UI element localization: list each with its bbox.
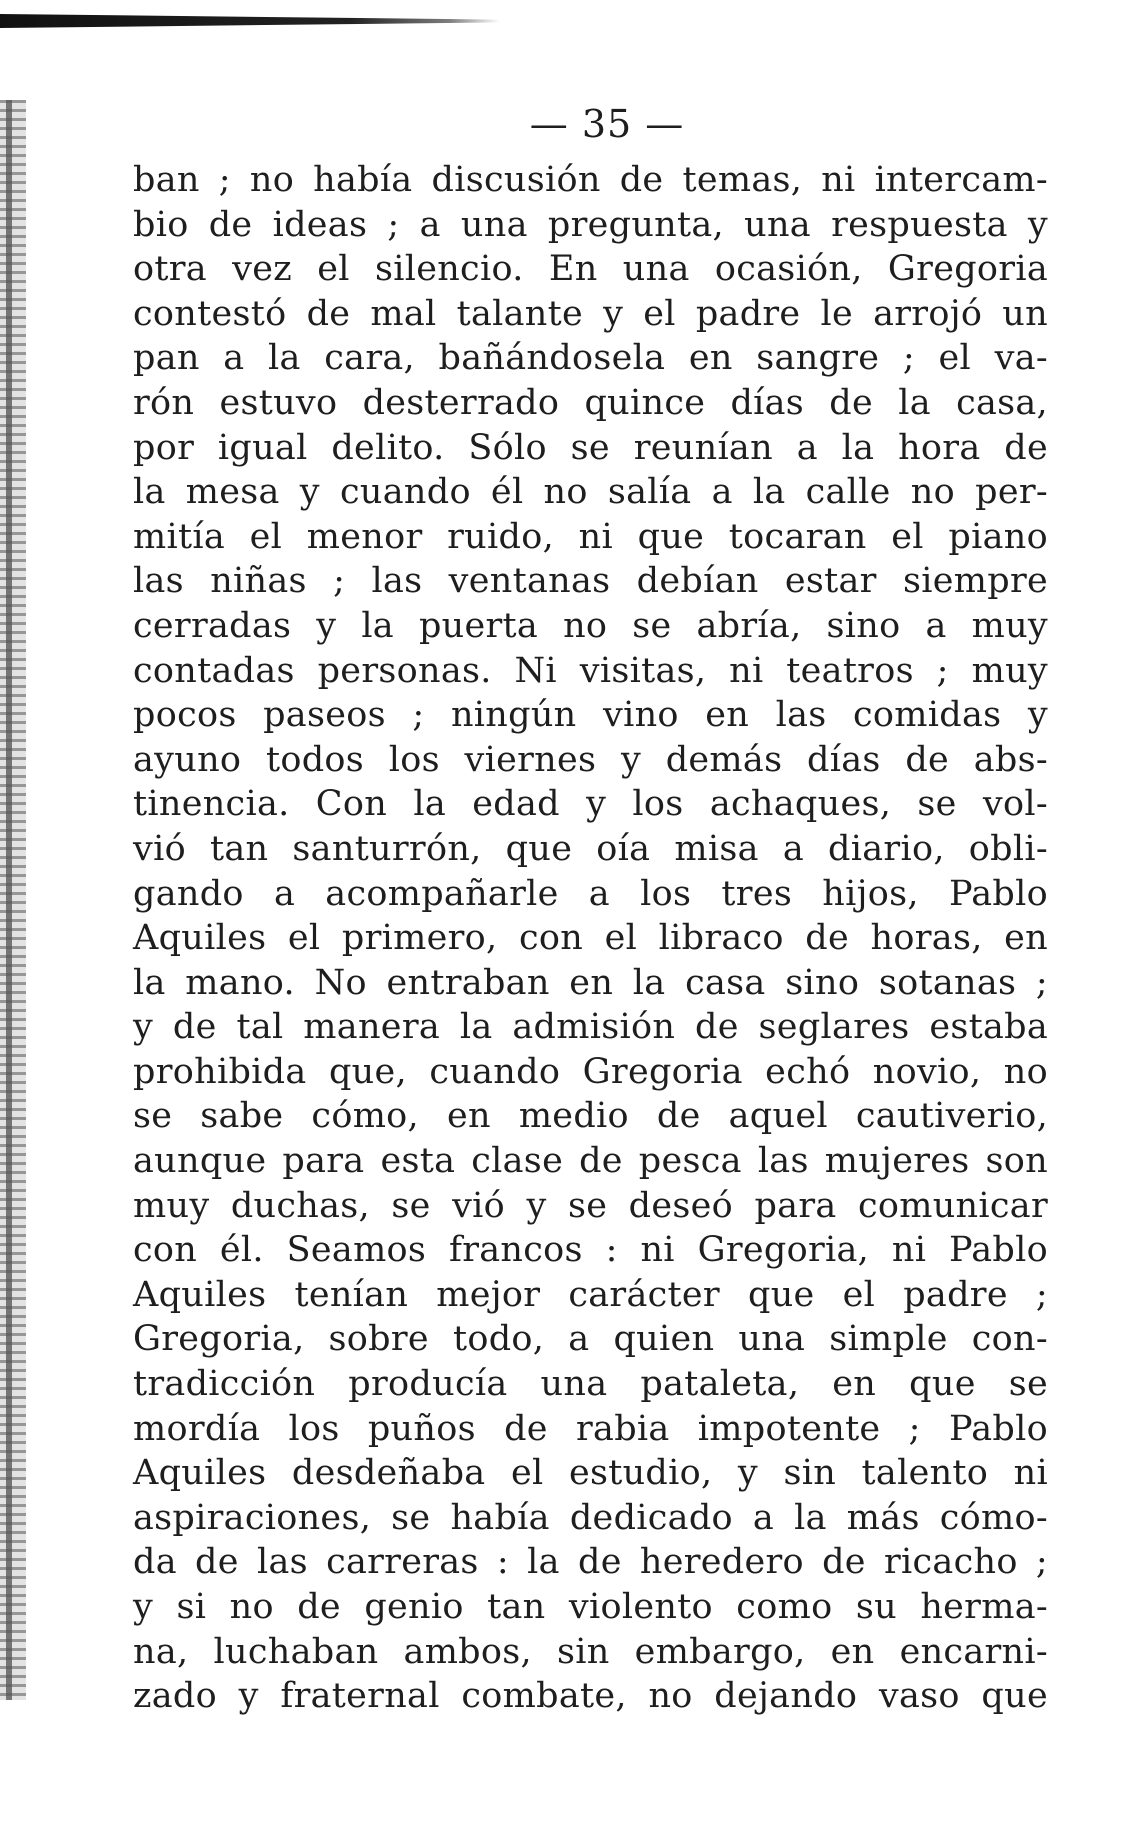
text-line: tinencia. Con la edad y los achaques, se vol- bbox=[133, 784, 1048, 825]
text-line: aspiraciones, se había dedicado a la más cómo- bbox=[133, 1497, 1048, 1538]
text-line: mitía el menor ruido, ni que tocaran el piano bbox=[133, 516, 1048, 557]
text-line: la mesa y cuando él no salía a la calle no per- bbox=[133, 472, 1048, 513]
text-line: pan a la cara, bañándosela en sangre ; el va- bbox=[133, 338, 1048, 379]
text-line: gando a acompañarle a los tres hijos, Pablo bbox=[133, 873, 1048, 914]
text-line: bio de ideas ; a una pregunta, una respuesta y bbox=[133, 204, 1048, 245]
text-line: cerradas y la puerta no se abría, sino a muy bbox=[133, 605, 1048, 646]
text-line: Aquiles desdeñaba el estudio, y sin talento ni bbox=[133, 1453, 1048, 1494]
text-line: ban ; no había discusión de temas, ni intercam- bbox=[133, 160, 1048, 200]
text-line: rón estuvo desterrado quince días de la casa, bbox=[133, 382, 1048, 423]
text-line: na, luchaban ambos, sin embargo, en encarni- bbox=[133, 1631, 1048, 1672]
text-line: Aquiles el primero, con el libraco de horas, en bbox=[133, 918, 1048, 959]
text-line: Gregoria, sobre todo, a quien una simple con- bbox=[133, 1319, 1048, 1360]
text-line: tradicción producía una pataleta, en que se bbox=[133, 1364, 1048, 1405]
page-binding-edge bbox=[0, 100, 26, 1700]
text-line: se sabe cómo, en medio de aquel cautiverio, bbox=[133, 1096, 1048, 1137]
text-line: zado y fraternal combate, no dejando vaso que bbox=[133, 1676, 1048, 1717]
text-line: otra vez el silencio. En una ocasión, Gregoria bbox=[133, 249, 1048, 290]
text-line: y si no de genio tan violento como su herma- bbox=[133, 1587, 1048, 1627]
text-line: la mano. No entraban en la casa sino sotanas ; bbox=[133, 962, 1048, 1003]
text-line: las niñas ; las ventanas debían estar siempre bbox=[133, 561, 1048, 602]
text-line: muy duchas, se vió y se deseó para comunicar bbox=[133, 1185, 1048, 1226]
text-line: contestó de mal talante y el padre le arrojó un bbox=[133, 293, 1048, 334]
text-line: ayuno todos los viernes y demás días de abs- bbox=[133, 739, 1048, 780]
page-number: — 35 — bbox=[529, 102, 685, 146]
text-line: da de las carreras : la de heredero de ricacho ; bbox=[133, 1542, 1048, 1583]
top-rule-decoration bbox=[0, 14, 500, 28]
text-line: Aquiles tenían mejor carácter que el padre ; bbox=[133, 1274, 1048, 1315]
body-text bbox=[133, 158, 1048, 1719]
text-line: aunque para esta clase de pesca las mujeres son bbox=[133, 1141, 1048, 1182]
text-line: y de tal manera la admisión de seglares estaba bbox=[133, 1007, 1048, 1048]
text-line: vió tan santurrón, que oía misa a diario, obli- bbox=[133, 828, 1048, 869]
text-line: pocos paseos ; ningún vino en las comidas y bbox=[133, 695, 1048, 736]
text-line: con él. Seamos francos : ni Gregoria, ni Pablo bbox=[133, 1230, 1048, 1271]
text-line: mordía los puños de rabia impotente ; Pablo bbox=[133, 1408, 1048, 1449]
text-line: contadas personas. Ni visitas, ni teatros ; muy bbox=[133, 650, 1048, 691]
text-line: prohibida que, cuando Gregoria echó novio, no bbox=[133, 1051, 1048, 1092]
text-line: por igual delito. Sólo se reunían a la hora de bbox=[133, 427, 1048, 468]
